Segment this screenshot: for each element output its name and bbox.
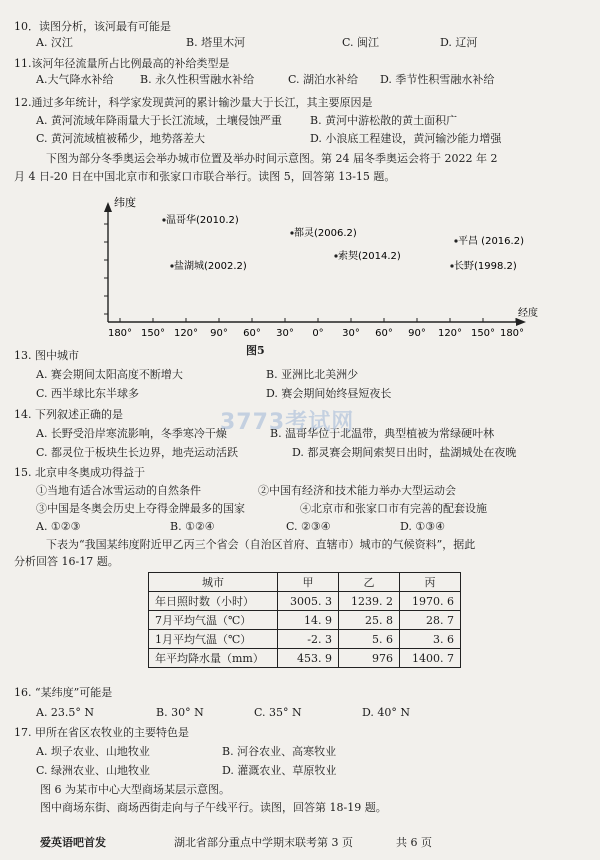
q16-option-b: B. 30° N	[156, 706, 204, 719]
cell: 1239. 2	[339, 592, 400, 611]
q14-option-d: D. 都灵赛会期间索契日出时，盐湖城处在夜晚	[292, 446, 517, 459]
q14-option-c: C. 都灵位于板块生长边界，地壳运动活跃	[36, 446, 239, 459]
table-header-jia: 甲	[278, 573, 339, 592]
cell: 976	[339, 649, 400, 668]
table-row	[149, 592, 461, 611]
cell: 1970. 6	[400, 592, 461, 611]
table-header-city: 城市	[149, 573, 278, 592]
intro-18-19-line2: 图中商场东街、商场西街走向与子午线平行。读图，回答第 18-19 题。	[40, 801, 387, 814]
row-label: 7月平均气温（℃）	[149, 611, 278, 630]
figure-5-map	[100, 196, 540, 356]
q12-option-c: C. 黄河流域植被稀少，地势落差大	[36, 132, 206, 145]
x-tick-label-180e: 180°	[499, 328, 525, 339]
q13-stem: 13. 图中城市	[14, 349, 79, 362]
footer-publisher: 爱英语吧首发	[40, 836, 106, 849]
q15-statement-3: ③中国是冬奥会历史上夺得金牌最多的国家	[36, 502, 245, 515]
q12-stem: 12.通过多年统计，科学家发现黄河的累计输沙量大于长江，其主要原因是	[14, 96, 373, 109]
q16-option-d: D. 40° N	[362, 706, 411, 719]
x-axis-label: 经度	[518, 308, 538, 319]
q12-option-a: A. 黄河流域年降雨量大于长江流域，土壤侵蚀严重	[36, 114, 282, 127]
footer-total-pages: 共 6 页	[396, 836, 432, 849]
x-axis-arrow-icon	[516, 318, 526, 326]
q17-option-a: A. 坝子农业、山地牧业	[36, 745, 150, 758]
cell: 453. 9	[278, 649, 339, 668]
q10-option-d: D. 辽河	[440, 36, 478, 49]
q17-stem: 17. 甲所在省区农牧业的主要特色是	[14, 726, 189, 739]
cell: 1400. 7	[400, 649, 461, 668]
q17-option-b: B. 河谷农业、高寒牧业	[222, 745, 337, 758]
q11-option-d: D. 季节性积雪融水补给	[380, 73, 495, 86]
q13-option-b: B. 亚洲比北美洲少	[266, 368, 359, 381]
q17-option-c: C. 绿洲农业、山地牧业	[36, 764, 151, 777]
row-label: 年日照时数（小时）	[149, 592, 278, 611]
q11-option-a: A.大气降水补给	[36, 73, 114, 86]
x-tick-label-60w: 60°	[243, 328, 261, 339]
q14-option-b: B. 温哥华位于北温带，典型植被为常绿硬叶林	[270, 427, 495, 440]
cell: 25. 8	[339, 611, 400, 630]
q12-option-d: D. 小浪底工程建设，黄河输沙能力增强	[310, 132, 502, 145]
row-label: 年平均降水量（mm）	[149, 649, 278, 668]
y-axis-label: 纬度	[114, 196, 136, 209]
q15-statement-4: ④北京市和张家口市有完善的配套设施	[300, 502, 487, 515]
city-label-nagano: 长野(1998.2)	[454, 261, 517, 272]
q15-statement-2: ②中国有经济和技术能力举办大型运动会	[258, 484, 456, 497]
city-label-turin: 都灵(2006.2)	[294, 228, 357, 239]
city-label-vancouver: 温哥华(2010.2)	[166, 215, 239, 226]
q14-option-a: A. 长野受沿岸寒流影响，冬季寒冷干燥	[36, 427, 227, 440]
q13-option-a: A. 赛会期间太阳高度不断增大	[36, 368, 183, 381]
cell: 28. 7	[400, 611, 461, 630]
q15-option-c: C. ②③④	[286, 520, 331, 533]
intro-18-19-line1: 图 6 为某市中心大型商场某层示意图。	[40, 783, 230, 796]
table-header-row	[149, 573, 461, 592]
cell: -2. 3	[278, 630, 339, 649]
x-tick-label-90w: 90°	[210, 328, 228, 339]
intro-16-17-line2: 分析回答 16-17 题。	[14, 555, 119, 568]
climate-table	[148, 572, 461, 668]
figure-caption: 图5	[246, 344, 265, 357]
q15-stem: 15. 北京申冬奥成功得益于	[14, 466, 145, 479]
q11-option-b: B. 永久性积雪融水补给	[140, 73, 255, 86]
q17-option-d: D. 灌溉农业、草原牧业	[222, 764, 337, 777]
q14-stem: 14. 下列叙述正确的是	[14, 408, 123, 421]
x-tick-label-60e: 60°	[375, 328, 393, 339]
q15-option-b: B. ①②④	[170, 520, 215, 533]
q15-option-d: D. ①③④	[400, 520, 446, 533]
x-tick-labels	[108, 328, 524, 339]
q15-statement-1: ①当地有适合冰雪运动的自然条件	[36, 484, 201, 497]
watermark-logo: 3773考试网	[220, 410, 355, 435]
q10-stem: 10．读图分析，该河最有可能是	[14, 20, 171, 33]
x-tick-label-150w: 150°	[140, 328, 166, 339]
q12-option-b: B. 黄河中游松散的黄土面积广	[310, 114, 458, 127]
cell: 5. 6	[339, 630, 400, 649]
y-axis-arrow-icon	[104, 202, 112, 212]
table-row	[149, 630, 461, 649]
x-tick-label-120e: 120°	[437, 328, 463, 339]
x-tick-label-0: 0°	[312, 328, 324, 339]
table-header-yi: 乙	[339, 573, 400, 592]
x-tick-label-30e: 30°	[342, 328, 360, 339]
q13-option-d: D. 赛会期间始终昼短夜长	[266, 387, 392, 400]
x-tick-label-120w: 120°	[173, 328, 199, 339]
intro-13-15-line1: 下图为部分冬季奥运会举办城市位置及举办时间示意图。第 24 届冬季奥运会将于 2022 年 2	[46, 152, 498, 165]
q16-stem: 16. “某纬度”可能是	[14, 686, 113, 699]
q16-option-c: C. 35° N	[254, 706, 302, 719]
cell: 3005. 3	[278, 592, 339, 611]
q15-option-a: A. ①②③	[36, 520, 81, 533]
table-row	[149, 611, 461, 630]
q16-option-a: A. 23.5° N	[36, 706, 95, 719]
cell: 3. 6	[400, 630, 461, 649]
cell: 14. 9	[278, 611, 339, 630]
city-label-salt-lake-city: 盐湖城(2002.2)	[174, 261, 247, 272]
x-tick-label-90e: 90°	[408, 328, 426, 339]
city-label-sochi: 索契(2014.2)	[338, 251, 401, 262]
table-row	[149, 649, 461, 668]
q11-stem: 11.该河年径流量所占比例最高的补给类型是	[14, 57, 230, 70]
row-label: 1月平均气温（℃）	[149, 630, 278, 649]
q10-option-a: A. 汉江	[36, 36, 73, 49]
table-header-bing: 丙	[400, 573, 461, 592]
x-tick-label-150e: 150°	[470, 328, 496, 339]
intro-13-15-line2: 月 4 日-20 日在中国北京市和张家口市联合举行。读图 5，回答第 13-15 题。	[14, 170, 396, 183]
x-tick-label-30w: 30°	[276, 328, 294, 339]
x-tick-label-180w: 180°	[107, 328, 133, 339]
intro-16-17-line1: 下表为“我国某纬度附近甲乙丙三个省会（自治区首府、直辖市）城市的气候资料”，据此	[46, 538, 476, 551]
footer-page-info: 湖北省部分重点中学期末联考第 3 页	[174, 836, 353, 849]
q10-option-c: C. 闽江	[342, 36, 380, 49]
q11-option-c: C. 湖泊水补给	[288, 73, 359, 86]
q10-option-b: B. 塔里木河	[186, 36, 246, 49]
city-label-pyeongchang: 平昌 (2016.2)	[458, 236, 524, 247]
q13-option-c: C. 西半球比东半球多	[36, 387, 140, 400]
